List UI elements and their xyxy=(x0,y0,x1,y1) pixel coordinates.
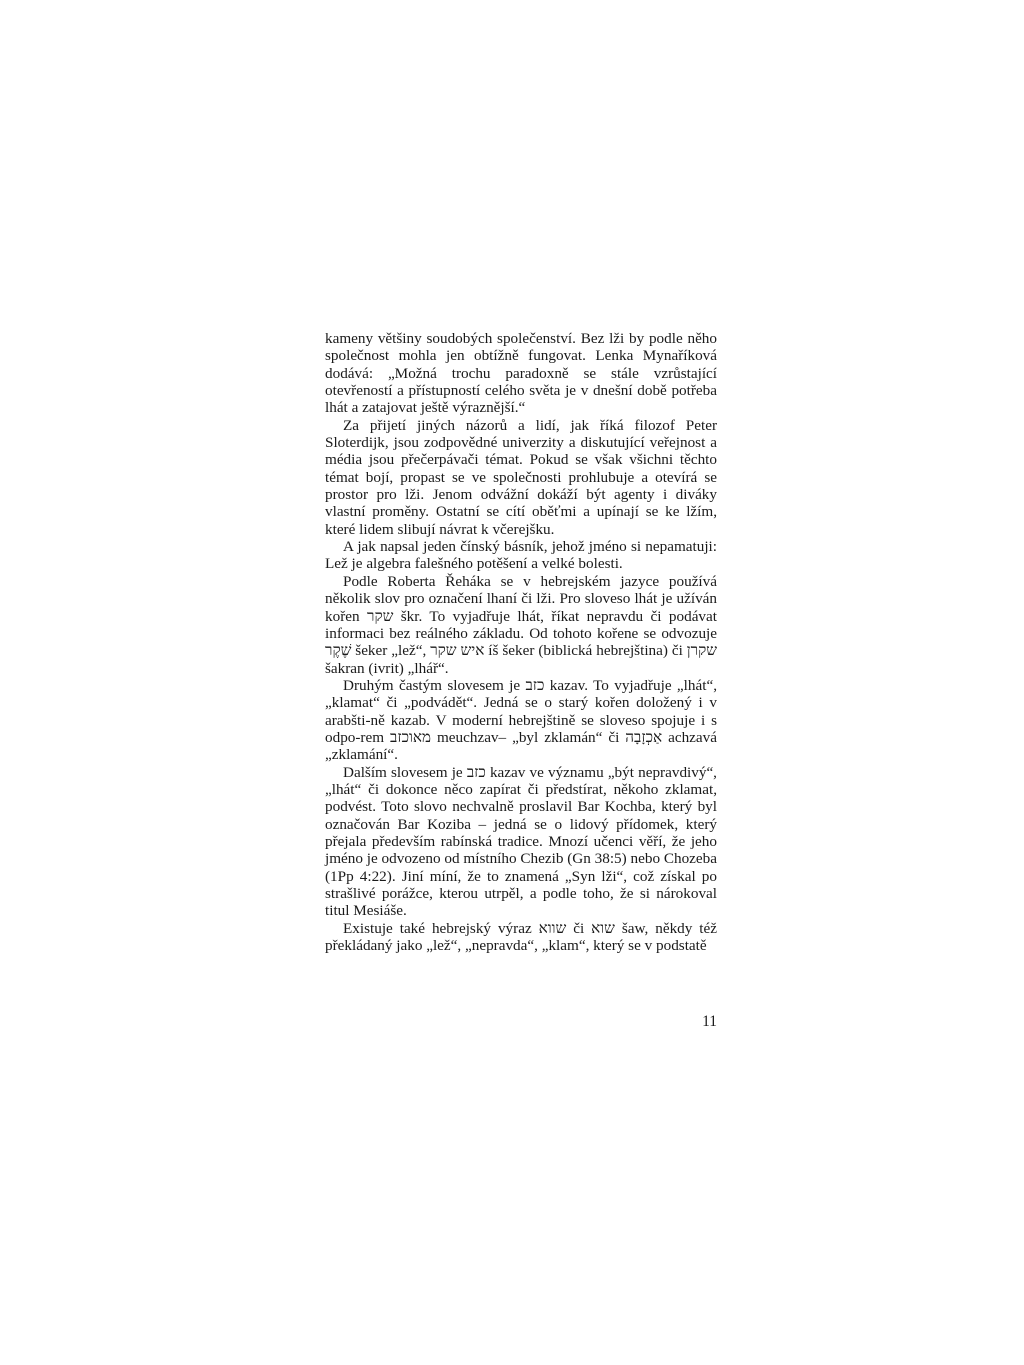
paragraph: A jak napsal jeden čínský básník, jehož jméno si nepamatuji: Lež je algebra falešného potěšení a velké bolesti. xyxy=(325,538,717,573)
paragraph: Za přijetí jiných názorů a lidí, jak říká filozof Peter Sloterdijk, jsou zodpovědné univerzity a diskutující veřejnost a média jsou přečerpávači témat. Pokud se však všichni těchto témat bojí, propast se ve společnosti prohlubuje a otevírá se prostor pro lži. Jenom odvážní dokáží být agenty i diváky vlastní proměny. Ostatní se cítí oběťmi a upínají se ke lžím, které lidem slibují návrat k včerejšku. xyxy=(325,416,717,538)
page-number: 11 xyxy=(702,1013,717,1030)
paragraph: Existuje také hebrejský výraz שווא či שוא šaw, někdy též překládaný jako „lež“, „nepravda“, „klam“, který se v podstatě xyxy=(325,919,717,955)
body-text xyxy=(325,330,717,954)
paragraph: Podle Roberta Řeháka se v hebrejském jazyce používá několik slov pro označení lhaní či lži. Pro sloveso lhát je užíván kořen שקר škr. To vyjadřuje lhát, říkat nepravdu či podávat informaci bez reálného základu. Od tohoto kořene se odvozuje שֶׁקֶר šeker „lež“, איש שקר íš šeker (biblická hebrejština) či שקרן šakran (ivrit) „lhář“. xyxy=(325,572,717,677)
paragraph: Dalším slovesem je כזב kazav ve významu „být nepravdivý“, „lhát“ či dokonce něco zapírat či předstírat, někoho zklamat, podvést. Toto slovo nechvalně proslavil Bar Kochba, který byl označován Bar Koziba – jedná se o lidový přídomek, který přejala především rabínská tradice. Mnozí učenci věří, že jeho jméno je odvozeno od místního Chezib (Gn 38:5) nebo Chozeba (1Pp 4:22). Jiní míní, že to znamená „Syn lži“, což získal po strašlivé porážce, kterou utrpěl, a podle toho, že si nárokoval titul Mesiáše. xyxy=(325,763,717,920)
paragraph: Druhým častým slovesem je כזב kazav. To vyjadřuje „lhát“, „klamat“ či „podvádět“. Jedná se o starý kořen doložený i v arabšti-ně kazab. V moderní hebrejštině se sloveso spojuje i s odpo-rem מאוכזב meuchzav– „byl zklamán“ či אַכְזָבָה achzavá „zklamání“. xyxy=(325,676,717,764)
book-page xyxy=(325,330,717,954)
paragraph: kameny většiny soudobých společenství. Bez lži by podle něho společnost mohla jen obtížně fungovat. Lenka Mynaříková dodává: „Možná trochu paradoxně se stále vzrůstající otevřeností a přístupností celého světa je v dnešní době potřeba lhát a zatajovat ještě výraznější.“ xyxy=(325,330,717,417)
